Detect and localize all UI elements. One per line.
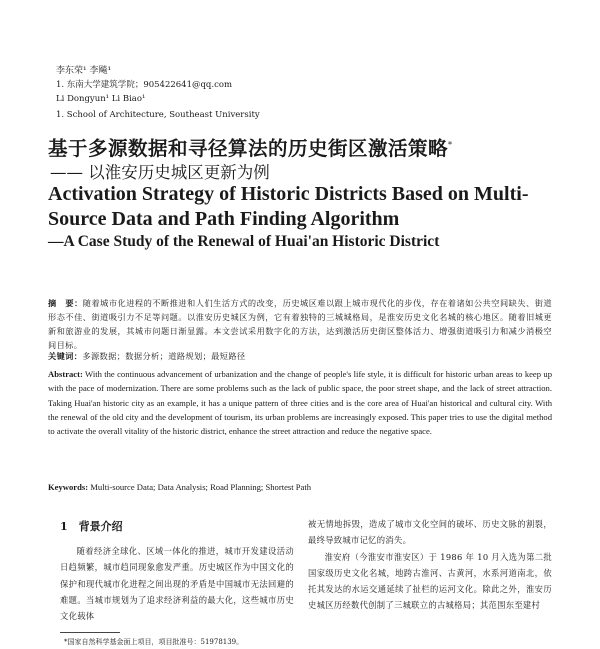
keywords-cn-label: 关键词： (48, 351, 83, 361)
affiliation-en: 1. School of Architecture, Southeast University (56, 110, 260, 120)
subtitle-cn: —— 以淮安历史城区更新为例 (50, 163, 270, 182)
authors-en: Li Dongyun¹ Li Biao¹ (56, 94, 146, 104)
abstract-en (48, 367, 552, 438)
title-marker: * (448, 140, 453, 150)
section-paragraph: 随着经济全球化、区域一体化的推进，城市开发建设活动日趋频繁，城市趋同现象愈发严重。历史城区作为中国文化的保护和现代城市化进程之间出现的矛盾是中国城市无法回避的难题。当城市规划为了追求经济利益的最大化，这些城市历史文化载体 (60, 546, 294, 622)
footnote-rule (60, 632, 120, 633)
right-column (308, 516, 552, 614)
keywords-en-label: Keywords: (48, 482, 89, 492)
footnote: *国家自然科学基金面上项目，项目批准号：51978139。 (64, 638, 244, 646)
title-cn: 基于多源数据和寻径算法的历史街区激活策略* (48, 137, 453, 160)
abstract-cn-text: 随着城市化进程的不断推进和人们生活方式的改变，历史城区难以跟上城市现代化的步伐，存在着诸如公共空间缺失、街道形态不佳、街道吸引力不足等问题。以淮安历史城区为例，它有着独特的三城城格局，是淮安历史文化名城的核心地区。随着旧城更新和旅游业的发展，其城市问题日渐显露。本文尝试采用数字化的方法，达到激活历史街区整体活力、增强街道吸引力和减少消极空间目标。 (48, 298, 552, 350)
scan-noise-divider (12, 124, 592, 133)
keywords-cn (48, 351, 246, 362)
left-column (60, 513, 294, 624)
abstract-en-text: With the continuous advancement of urbanization and the change of people's life style, it is difficult for historic urban areas to keep up with the pace of modernization. There are some problems such as the lack of public space, the poor street shape, and the lack of street attraction. Taking Huai'an historic city as an example, it has a unique pattern of three cities and is the core area of Huai'an historical and cultural city. With the renewal of the old city and the development of tourism, its urban problems are increasingly exposed. This paper tries to use the digital method to activate the overall vitality of the historic district, enhance the street attraction and reduce the negative space. (48, 369, 552, 437)
abstract-cn (48, 296, 552, 352)
authors-cn: 李东荣¹ 李飚¹ (56, 66, 112, 76)
title-en-line2: Source Data and Path Finding Algorithm (48, 208, 400, 230)
keywords-en (48, 482, 311, 492)
keywords-cn-text: 多源数据；数据分析；道路规划；最短路径 (82, 351, 246, 361)
right-column-paragraph: 淮安府（今淮安市淮安区）于 1986 年 10 月入选为第二批国家级历史文化名城，地跨古淮河、古黄河，水系河道南北，依托其发达的水运交通延续了扯栏的运河文化。除此之外，淮安历史城区历经数代创制了三城联立的古城格局；其范围东至建村 (308, 551, 552, 611)
abstract-cn-label: 摘 要： (48, 298, 83, 308)
keywords-en-text: Multi-source Data; Data Analysis; Road Planning; Shortest Path (90, 482, 312, 492)
title-en-line1: Activation Strategy of Historic Districts Based on Multi- (48, 183, 529, 205)
abstract-en-label: Abstract: (48, 369, 83, 379)
right-column-continuation: 被无情地拆毁，造成了城市文化空间的破坏、历史文脉的割裂，最终导致城市记忆的消失。 (308, 519, 552, 546)
section-heading: 1 背景介绍 (60, 520, 123, 533)
subtitle-en: —A Case Study of the Renewal of Huai'an Historic District (48, 233, 440, 250)
affiliation-cn: 1. 东南大学建筑学院；905422641@qq.com (56, 80, 233, 90)
